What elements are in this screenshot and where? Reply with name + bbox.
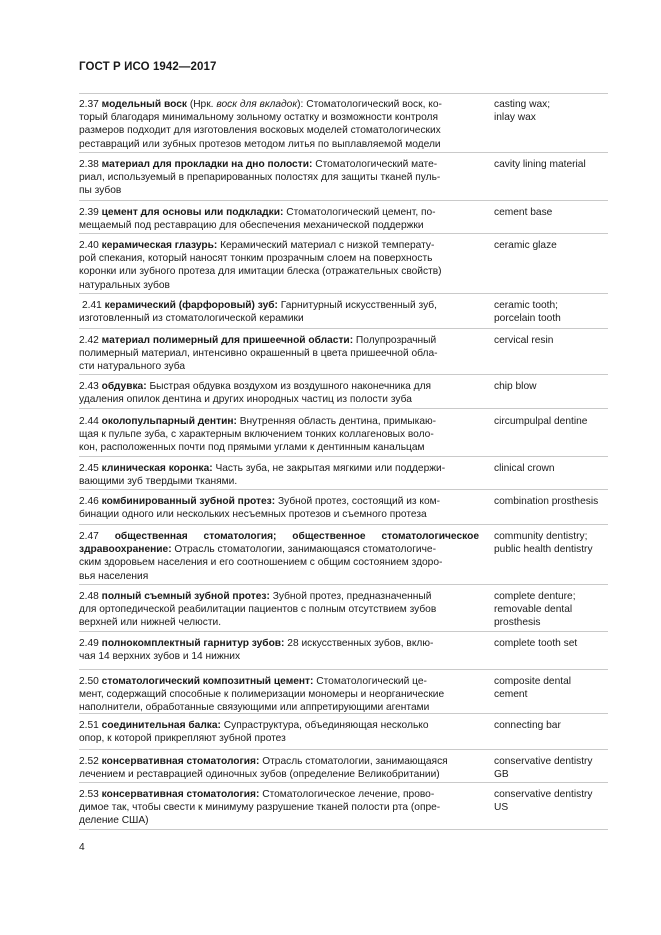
definition-text: Отрасль стоматологии, занимающаяся стоматологиче- [171, 544, 436, 556]
definition-text: вающими зуб твердыми тканями. [79, 476, 238, 488]
entry-divider [79, 631, 608, 632]
term-number: 2.52 [79, 756, 99, 767]
term-english [494, 299, 612, 325]
definition-text: лечением и реставрацией одиночных зубов (определение Великобритании) [79, 769, 440, 781]
term-definition-ru [79, 675, 479, 715]
term-definition-ru [79, 788, 479, 828]
definition-text: торый благодаря минимальному зольному остатку и возможности контроля [79, 112, 439, 124]
term-english [494, 755, 612, 781]
english-equivalent: removable dental [494, 604, 573, 616]
definition-text: Быстрая обдувка воздухом из воздушного наконечника для [146, 381, 432, 392]
definition-text: Часть зуба, не закрытая мягкими или поддержи- [212, 463, 446, 474]
term-english [494, 98, 612, 124]
term-name: стоматологический композитный цемент: [101, 676, 314, 687]
term-name: цемент для основы или подкладки: [101, 207, 284, 218]
definition-text: мент, содержащий способные к полимеризации мономеры и неорганические [79, 689, 445, 701]
term-definition-ru [79, 98, 479, 151]
term-definition-ru [79, 462, 479, 488]
definition-text: для ортопедической реабилитации пациентов с полным отсутствием зубов [79, 604, 437, 616]
entry-divider [79, 233, 608, 234]
definition-text: сти натурального зуба [79, 361, 186, 373]
term-name: модельный воск [101, 99, 187, 110]
english-equivalent: cavity lining material [494, 159, 586, 170]
term-definition-ru [79, 158, 479, 198]
term-english [494, 530, 612, 556]
entry-divider [79, 408, 608, 409]
term-definition-ru [79, 719, 479, 745]
english-equivalent: cement base [494, 207, 553, 218]
term-definition-ru [79, 415, 479, 455]
definition-text: Стоматологическое лечение, прово- [259, 789, 435, 800]
term-number: 2.37 [79, 99, 99, 110]
entry-divider [79, 524, 608, 525]
term-number: 2.42 [79, 335, 99, 346]
english-equivalent: inlay wax [494, 112, 536, 124]
term-number: 2.46 [79, 496, 99, 507]
definition-text: размеров подходит для изготовления восковых моделей стоматологических [79, 125, 441, 137]
definition-text: бинации одного или нескольких несъемных протезов и съемного протеза [79, 509, 427, 521]
definition-text: риал, используемый в препарированных полостях для защиты тканей пуль- [79, 172, 441, 184]
english-equivalent: complete tooth set [494, 638, 578, 649]
term-english [494, 415, 612, 428]
english-equivalent: composite dental [494, 676, 572, 687]
term-number: 2.39 [79, 207, 99, 218]
term-name: консервативная стоматология: [101, 789, 260, 800]
english-equivalent: ceramic tooth; [494, 300, 558, 311]
english-equivalent: clinical crown [494, 463, 555, 474]
english-equivalent: community dentistry; [494, 531, 588, 542]
definition-text: кон, расположенных почти под прямыми углами к дентинным канальцам [79, 442, 425, 454]
term-name: обдувка: [101, 381, 147, 392]
definition-text: наполнители, обработанные связующими или аппретирующими агентами [79, 702, 430, 714]
document-header: ГОСТ Р ИСО 1942—2017 [79, 61, 217, 73]
term-definition-ru [79, 206, 479, 232]
term-number: 2.51 [79, 720, 99, 731]
entry-divider [79, 489, 608, 490]
term-number: 2.40 [79, 240, 99, 251]
term-english [494, 495, 612, 508]
term-name: керамическая глазурь: [101, 240, 218, 251]
entry-divider [79, 829, 608, 830]
definition-text: ским здоровьем населения и его соотношением с общим состоянием здоро- [79, 557, 443, 569]
term-english [494, 158, 612, 171]
term-name: клиническая коронка: [101, 463, 213, 474]
definition-text: (Нрк. [189, 99, 217, 110]
entry-divider [79, 374, 608, 375]
term-name: полнокомплектный гарнитур зубов: [101, 638, 285, 649]
page-number: 4 [79, 842, 85, 853]
term-number: 2.41 [82, 300, 102, 311]
definition-text: Внутренняя область дентина, примыкаю- [236, 416, 437, 427]
english-equivalent: cement [494, 689, 528, 701]
definition-text: Отрасль стоматологии, занимающаяся [259, 756, 448, 767]
definition-text: удаления опилок дентина и других инородных частиц из полости зуба [79, 394, 412, 406]
definition-text: опор, к которой прикрепляют зубной протез [79, 733, 286, 745]
definition-text: Зубной протез, состоящий из ком- [275, 496, 441, 507]
definition-text: изготовленный из стоматологической керамики [79, 313, 304, 325]
definition-text: ): Стоматологический воск, ко- [297, 99, 442, 110]
entry-divider [79, 93, 608, 94]
term-name: комбинированный зубной протез: [101, 496, 276, 507]
definition-text: верхней или нижней челюсти. [79, 617, 222, 629]
entry-divider [79, 200, 608, 201]
term-number: 2.53 [79, 789, 99, 800]
term-number: 2.38 [79, 159, 99, 170]
term-name: здравоохранение: [79, 544, 172, 556]
entry-divider [79, 749, 608, 750]
term-english [494, 719, 612, 732]
english-equivalent: connecting bar [494, 720, 561, 731]
term-definition-ru [79, 380, 479, 406]
english-equivalent: conservative dentistry [494, 789, 593, 800]
english-equivalent: prosthesis [494, 617, 541, 629]
definition-text: реставраций или зубных протезов методом литья по выплавляемой модели [79, 138, 441, 150]
term-name: консервативная стоматология: [101, 756, 260, 767]
term-number: 2.50 [79, 676, 99, 687]
term-english [494, 239, 612, 252]
term-english [494, 334, 612, 347]
english-equivalent: cervical resin [494, 335, 554, 346]
definition-text: деление США) [79, 815, 149, 827]
term-english [494, 675, 612, 701]
term-number: 2.44 [79, 416, 99, 427]
english-equivalent: public health dentistry [494, 544, 593, 556]
english-equivalent: US [494, 802, 509, 814]
term-name: общественная стоматология; общественное стоматологическое [114, 531, 479, 542]
definition-text: рой спекания, который наносят тонким прозрачным слоем на поверхность [79, 253, 433, 265]
term-number: 2.45 [79, 463, 99, 474]
term-definition-ru [79, 495, 479, 521]
definition-text: Стоматологический це- [313, 676, 427, 687]
english-equivalent: porcelain tooth [494, 313, 561, 325]
term-name: соединительная балка: [101, 720, 221, 731]
definition-text: вья населения [79, 570, 149, 582]
english-equivalent: combination prosthesis [494, 496, 599, 507]
term-english [494, 380, 612, 393]
term-name: керамический (фарфоровый) зуб: [104, 300, 278, 311]
term-english [494, 590, 612, 630]
definition-text: Керамический материал с низкой температу- [217, 240, 435, 251]
english-equivalent: ceramic glaze [494, 240, 557, 251]
term-name: материал полимерный для пришеечной области: [101, 335, 354, 346]
term-english [494, 637, 612, 650]
entry-divider [79, 328, 608, 329]
definition-text: натуральных зубов [79, 279, 170, 291]
entry-divider [79, 782, 608, 783]
term-number: 2.43 [79, 381, 99, 392]
term-number: 2.47 [79, 531, 99, 542]
definition-text: щая к пульпе зуба, с характерным включением тонких коллагеновых воло- [79, 429, 434, 441]
definition-text: коронки или зубного протеза для имитации блеска (отражательных свойств) [79, 266, 442, 278]
definition-text: Полупрозрачный [353, 335, 437, 346]
definition-text: Супраструктура, объединяющая несколько [220, 720, 429, 731]
definition-text: пы зубов [79, 185, 122, 197]
english-equivalent: conservative dentistry [494, 756, 593, 767]
definition-text: мещаемый под реставрацию для обеспечения механической поддержки [79, 220, 424, 232]
entry-divider [79, 584, 608, 585]
definition-text: Зубной протез, предназначенный [269, 591, 432, 602]
english-equivalent: casting wax; [494, 99, 551, 110]
entry-divider [79, 152, 608, 153]
term-name: полный съемный зубной протез: [101, 591, 270, 602]
term-definition-ru [79, 590, 479, 630]
english-equivalent: circumpulpal dentine [494, 416, 588, 427]
term-english [494, 788, 612, 814]
term-definition-ru [79, 239, 479, 292]
term-note: воск для вкладок [216, 99, 298, 110]
definition-text: полимерный материал, интенсивно окрашенный в цвета пришеечной обла- [79, 348, 438, 360]
definition-text: Гарнитурный искусственный зуб, [277, 300, 437, 311]
definition-text: Стоматологический цемент, по- [283, 207, 436, 218]
entry-divider [79, 669, 608, 670]
definition-text: димое так, чтобы свести к минимуму разрушение тканей полости рта (опре- [79, 802, 441, 814]
term-english [494, 206, 612, 219]
term-definition-ru [79, 334, 479, 374]
english-equivalent: chip blow [494, 381, 537, 392]
term-name: околопульпарный дентин: [101, 416, 237, 427]
term-definition-ru [79, 299, 479, 325]
definition-text: чая 14 верхних зубов и 14 нижних [79, 651, 241, 663]
term-number: 2.48 [79, 591, 99, 602]
definition-text: 28 искусственных зубов, вклю- [284, 638, 434, 649]
definition-text: Стоматологический мате- [312, 159, 438, 170]
english-equivalent: GB [494, 769, 509, 781]
entry-divider [79, 293, 608, 294]
term-definition-ru [79, 637, 479, 663]
term-name: материал для прокладки на дно полости: [101, 159, 313, 170]
term-definition-ru [79, 755, 479, 781]
term-definition-ru [79, 530, 479, 583]
term-english [494, 462, 612, 475]
term-number: 2.49 [79, 638, 99, 649]
english-equivalent: complete denture; [494, 591, 576, 602]
entry-divider [79, 456, 608, 457]
